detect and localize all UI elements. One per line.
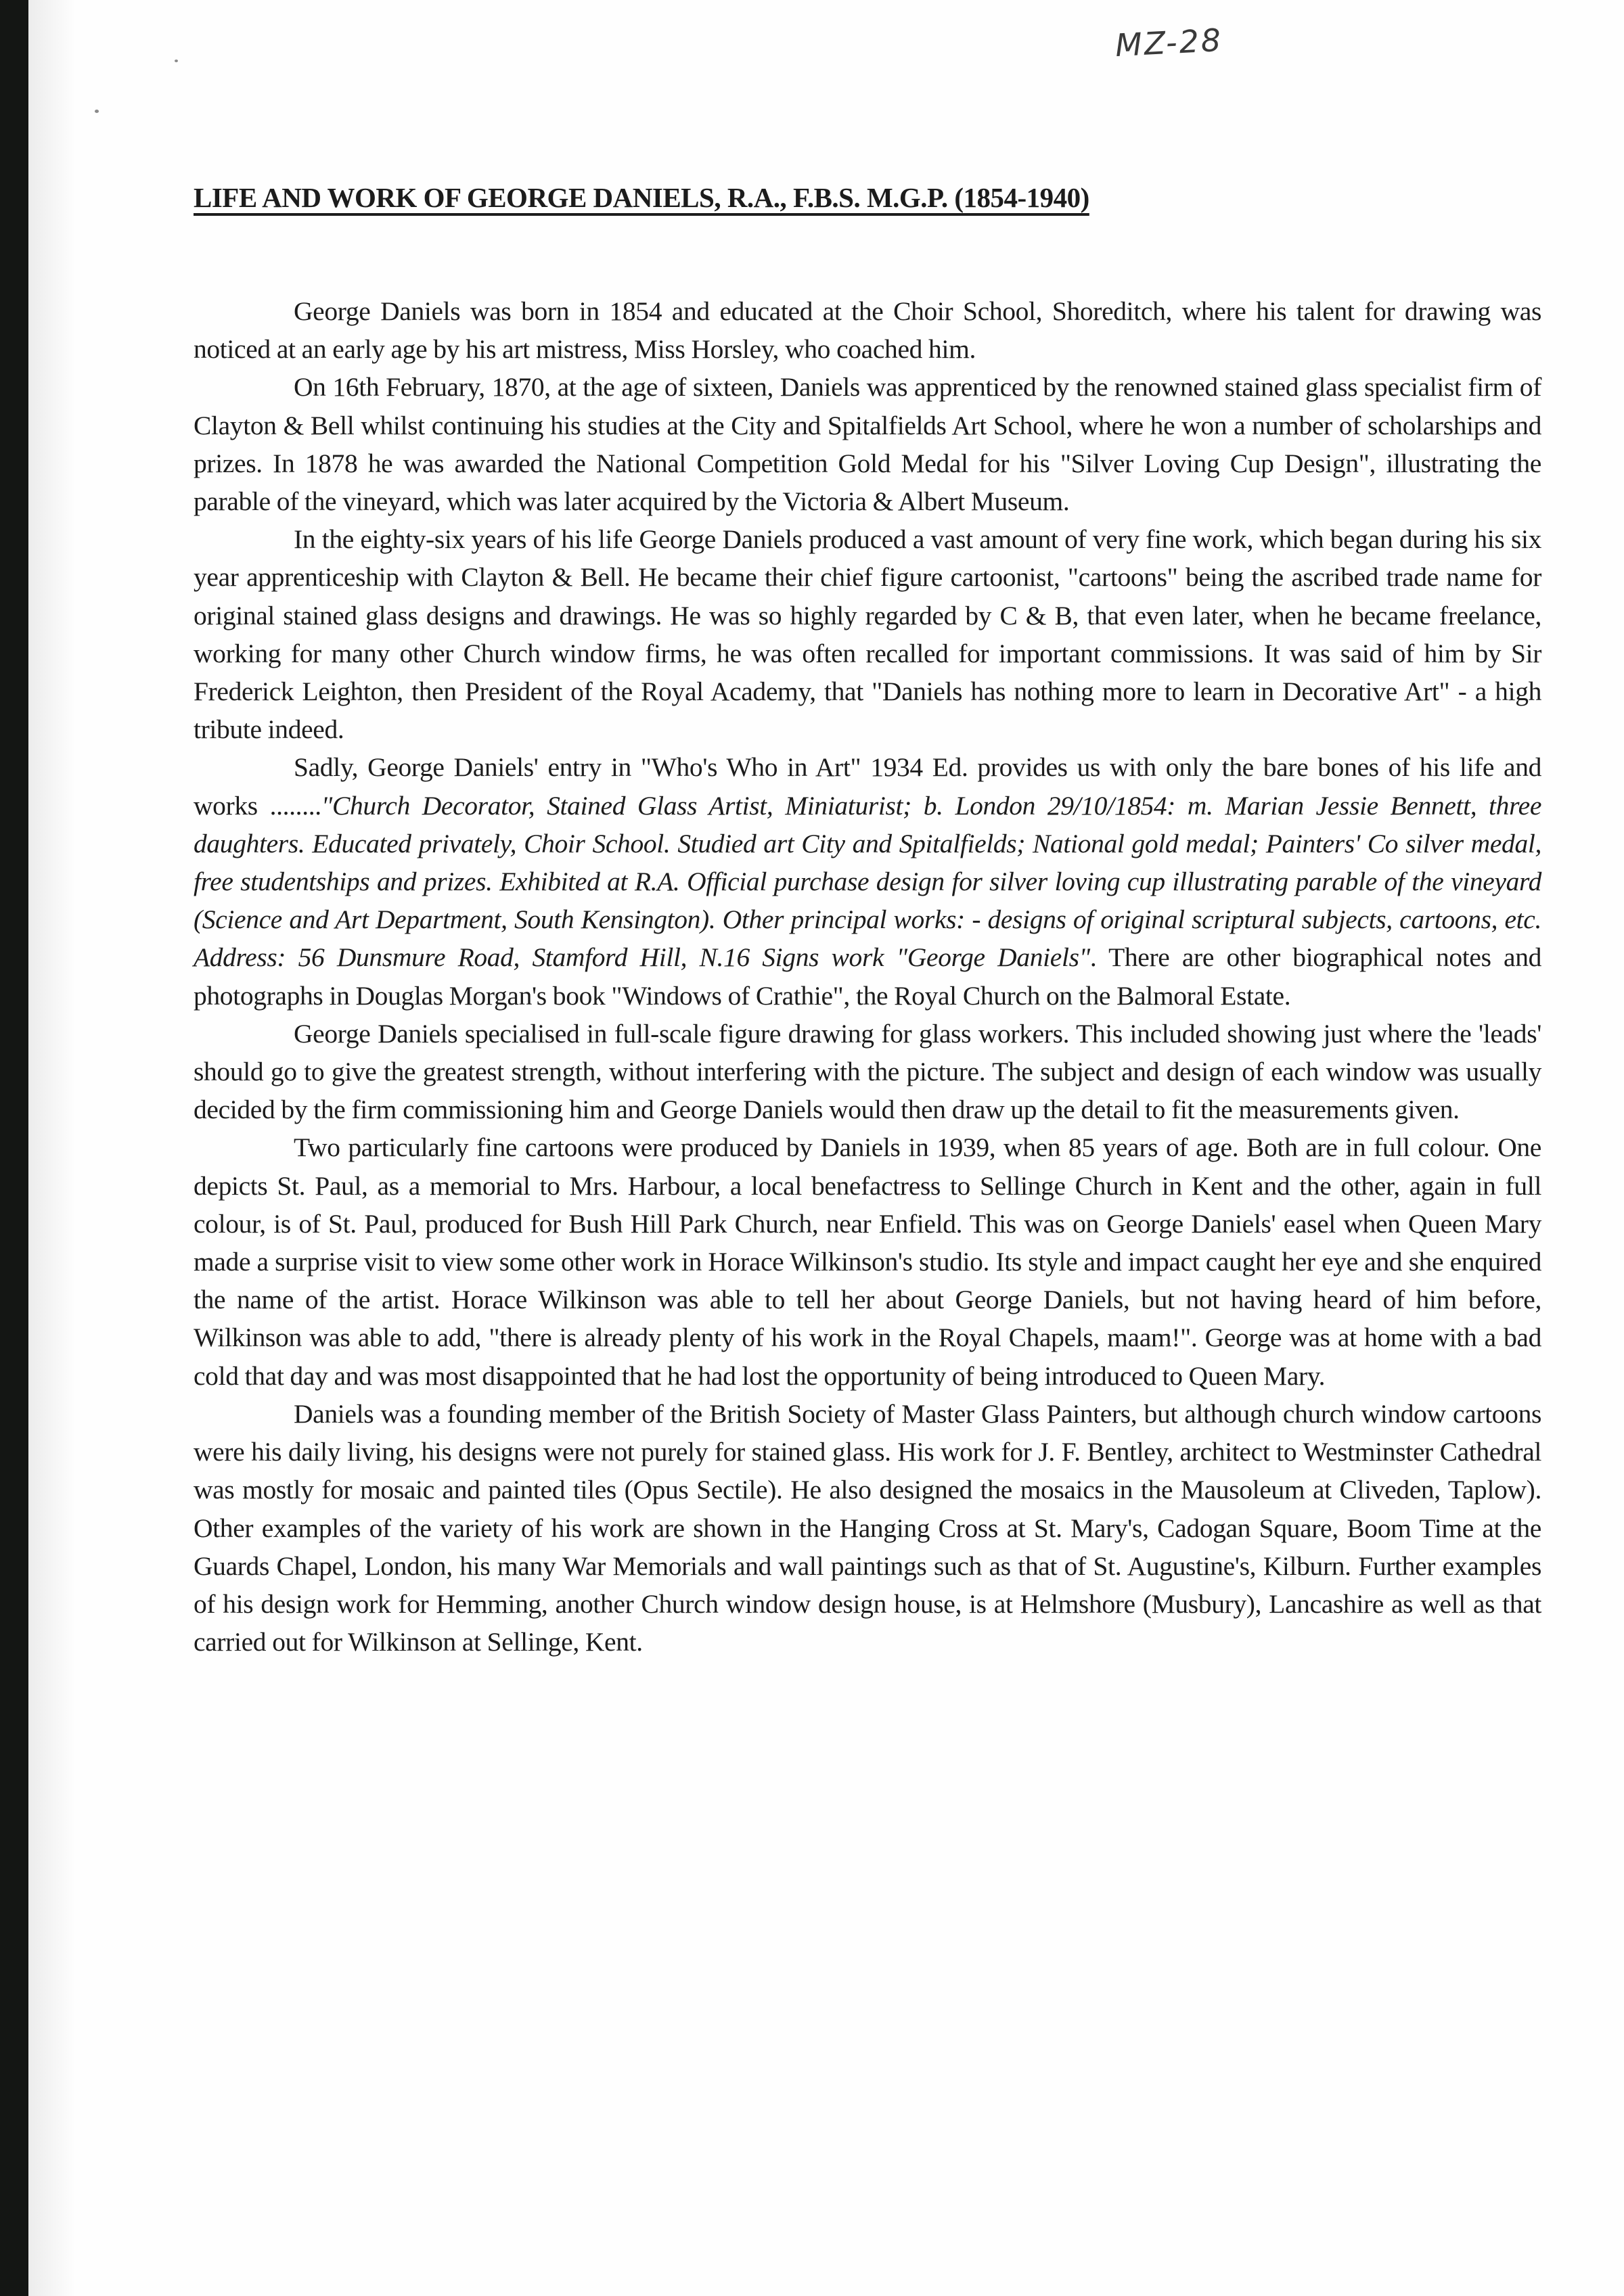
document-page — [194, 181, 1541, 1661]
handwritten-reference: MZ-28 — [1114, 21, 1224, 64]
scan-left-edge — [0, 0, 28, 2296]
scan-edge-shadow — [28, 0, 76, 2296]
paragraph-apprenticeship: On 16th February, 1870, at the age of sixteen, Daniels was apprenticed by the renowned stained glass specialist firm of Clayton & Bell whilst continuing his studies at the City and Spitalfields Art School, where he won a number of scholarships and prizes. In 1878 he was awarded the National Competition Gold Medal for his "Silver Loving Cup Design", illustrating the parable of the vineyard, which was later acquired by the Victoria & Albert Museum. — [194, 372, 1541, 517]
whos-who-intro: Sadly, George Daniels' entry in "Who's Who in Art" 1934 Ed. provides us with only the bare bones of his life and works ........ — [194, 752, 1541, 821]
document-body — [194, 292, 1541, 1661]
paragraph-whos-who — [194, 748, 1541, 1014]
paragraph-other-works: Daniels was a founding member of the British Society of Master Glass Painters, but although church window cartoons were his daily living, his designs were not purely for stained glass. His work for J. F. Bentley, architect to Westminster Cathedral was mostly for mosaic and painted tiles (Opus Sectile). He also designed the mosaics in the Mausoleum at Cliveden, Taplow). Other examples of the variety of his work are shown in the Hanging Cross at St. Mary's, Cadogan Square, Boom Time at the Guards Chapel, London, his many War Memorials and wall paintings such as that of St. Augustine's, Kilburn. Further examples of his design work for Hemming, another Church window design house, is at Helmshore (Musbury), Lancashire as well as that carried out for Wilkinson at Sellinge, Kent. — [194, 1398, 1541, 1657]
scan-speck — [175, 60, 178, 62]
whos-who-outro: . There are other biographical notes and photographs in Douglas Morgan's book "Windows of Crathie", the Royal Church on the Balmoral Estate. — [194, 942, 1542, 1011]
paragraph-career: In the eighty-six years of his life George Daniels produced a vast amount of very fine work, which began during his six year apprenticeship with Clayton & Bell. He became their chief figure cartoonist, "cartoons" being the ascribed trade name for original stained glass designs and drawings. He was so highly regarded by C & B, that even later, when he became freelance, working for many other Church window firms, he was often recalled for important commissions. It was said of him by Sir Frederick Leighton, then President of the Royal Academy, that "Daniels has nothing more to learn in Decorative Art" - a high tribute indeed. — [194, 524, 1541, 745]
paragraph-queen-mary: Two particularly fine cartoons were produced by Daniels in 1939, when 85 years of age. Both are in full colour. One depicts St. Paul, as a memorial to Mrs. Harbour, a local benefactress to Sellinge Church in Kent and the other, again in full colour, is of St. Paul, produced for Bush Hill Park Church, near Enfield. This was on George Daniels' easel when Queen Mary made a surprise visit to view some other work in Horace Wilkinson's studio. Its style and impact caught her eye and she enquired the name of the artist. Horace Wilkinson was able to tell her about George Daniels, but not having heard of him before, Wilkinson was able to add, "there is already plenty of his work in the Royal Chapels, maam!". George was at home with a bad cold that day and was most disappointed that he had lost the opportunity of being introduced to Queen Mary. — [194, 1132, 1541, 1391]
scan-speck — [95, 110, 99, 113]
whos-who-quote: "Church Decorator, Stained Glass Artist, Miniaturist; b. London 29/10/1854: m. Marian Jessie Bennett, three daughters. Educated privately, Choir School. Studied art City and Spitalfields; National gold medal; Painters' Co silver medal, free studentships and prizes. Exhibited at R.A. Official purchase design for silver loving cup illustrating parable of the vineyard (Science and Art Department, South Kensington). Other principal works: - designs of original scriptural subjects, cartoons, etc. Address: 56 Dunsmure Road, Stamford Hill, N.16 Signs work "George Daniels" — [194, 790, 1542, 973]
paragraph-early-life: George Daniels was born in 1854 and educated at the Choir School, Shoreditch, where his talent for drawing was noticed at an early age by his art mistress, Miss Horsley, who coached him. — [194, 296, 1541, 365]
document-title: LIFE AND WORK OF GEORGE DANIELS, R.A., F.B.S. M.G.P. (1854-1940) — [194, 182, 1089, 213]
paragraph-specialisation: George Daniels specialised in full-scale figure drawing for glass workers. This included showing just where the 'leads' should go to give the greatest strength, without interfering with the picture. The subject and design of each window was usually decided by the firm commissioning him and George Daniels would then draw up the detail to fit the measurements given. — [194, 1018, 1541, 1125]
